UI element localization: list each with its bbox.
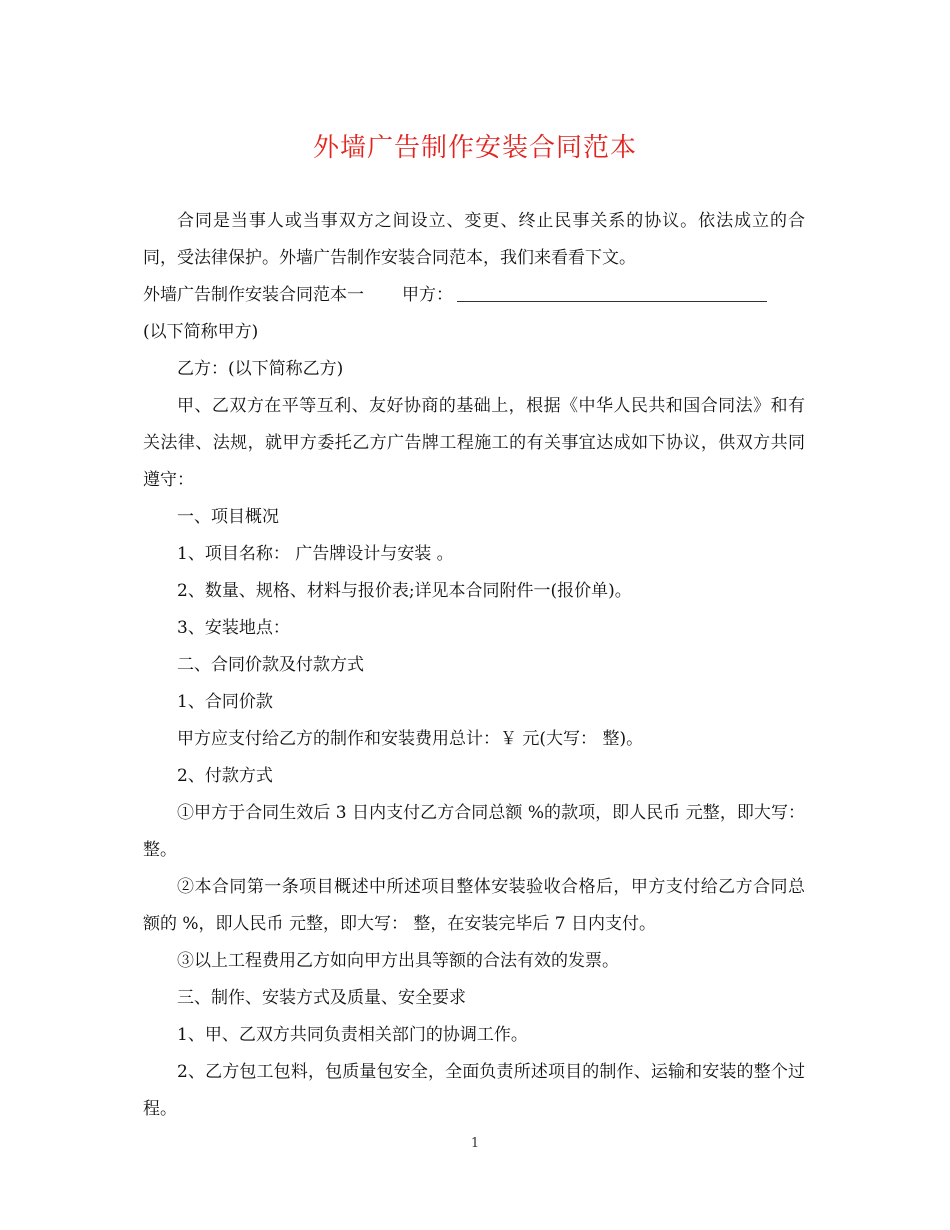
- payment-clause-1: ①甲方于合同生效后 3 日内支付乙方合同总额 %的款项，即人民币 元整，即大写： 整。: [143, 803, 811, 860]
- party-b-line: 乙方：(以下简称乙方): [177, 359, 344, 379]
- section-1-item-1: 1、项目名称： 广告牌设计与安装 。: [177, 544, 454, 564]
- section-3-item-2: 2、乙方包工包料，包质量包安全，全面负责所述项目的制作、运输和安装的整个过程。: [143, 1062, 805, 1119]
- intro-paragraph: 合同是当事人或当事双方之间设立、变更、终止民事关系的协议。依法成立的合同，受法律保护。外墙广告制作安装合同范本，我们来看看下文。: [143, 211, 805, 268]
- section-3-title: 三、制作、安装方式及质量、安全要求: [177, 988, 466, 1008]
- section-2-item-1: 1、合同价款: [177, 692, 273, 712]
- payment-clause-2: ②本合同第一条项目概述中所述项目整体安装验收合格后，甲方支付给乙方合同总额的 %，即人民币 元整，即大写： 整，在安装完毕后 7 日内支付。: [143, 877, 805, 934]
- payment-clause-3: ③以上工程费用乙方如向甲方出具等额的合法有效的发票。: [177, 951, 619, 971]
- preamble-paragraph: 甲、乙双方在平等互利、友好协商的基础上，根据《中华人民共和国合同法》和有关法律、法规，就甲方委托乙方广告牌工程施工的有关事宜达成如下协议，供双方共同遵守：: [143, 396, 805, 490]
- section-2-title: 二、合同价款及付款方式: [177, 655, 364, 675]
- section-1-item-2: 2、数量、规格、材料与报价表;详见本合同附件一(报价单)。: [177, 581, 632, 601]
- page-number: 1: [470, 1136, 480, 1151]
- section-1-title: 一、项目概况: [177, 507, 279, 527]
- contract-heading-label: 外墙广告制作安装合同范本一: [143, 285, 364, 305]
- party-a-label: 甲方：: [402, 285, 453, 305]
- section-3-item-1: 1、甲、乙双方共同负责相关部门的协调工作。: [177, 1025, 528, 1045]
- party-a-note: (以下简称甲方): [143, 322, 259, 342]
- document-title: 外墙广告制作安装合同范本: [312, 133, 637, 163]
- document-body: [143, 203, 811, 1128]
- party-a-blank-field: [457, 281, 767, 302]
- section-2-item-1-text: 甲方应支付给乙方的制作和安装费用总计：￥ 元(大写： 整)。: [177, 729, 644, 749]
- contract-heading-line: [143, 277, 805, 314]
- section-1-item-3: 3、安装地点：: [177, 618, 290, 638]
- section-2-item-2: 2、付款方式: [177, 766, 273, 786]
